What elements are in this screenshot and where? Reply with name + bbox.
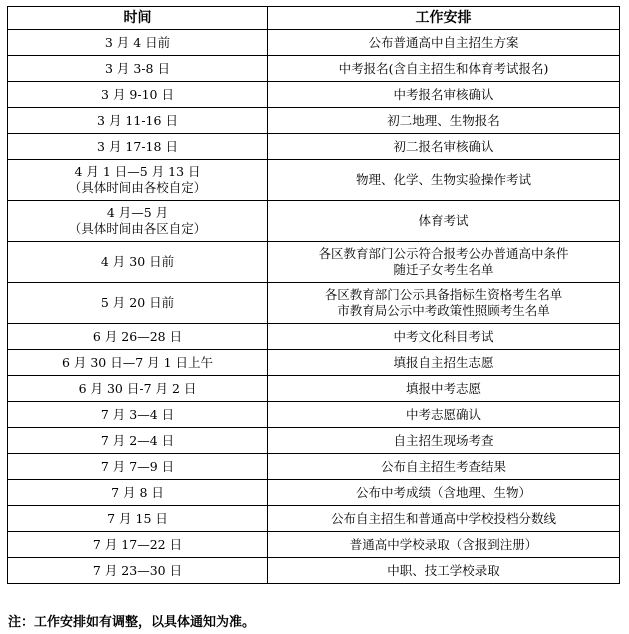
time-cell-text: （具体时间由各区自定） [68, 221, 207, 236]
time-cell-text: 3 月 3-8 日 [104, 60, 170, 76]
table-row [8, 454, 620, 480]
task-cell [268, 428, 620, 454]
table-body [8, 30, 620, 584]
time-cell [8, 160, 268, 201]
table-row [8, 402, 620, 428]
task-cell-text: 公布中考成绩（含地理、生物） [355, 484, 531, 500]
table-row [8, 160, 620, 201]
task-cell [268, 324, 620, 350]
table-row [8, 283, 620, 324]
task-cell [268, 242, 620, 283]
task-cell [268, 108, 620, 134]
table-row [8, 558, 620, 584]
time-cell [8, 30, 268, 56]
time-cell [8, 108, 268, 134]
time-cell [8, 506, 268, 532]
table-row [8, 108, 620, 134]
table-header-row [8, 7, 620, 30]
task-cell-text: 体育考试 [418, 213, 469, 228]
task-cell [268, 376, 620, 402]
task-cell [268, 454, 620, 480]
time-cell-text: 5 月 20 日前 [100, 295, 175, 310]
task-cell-text: 公布自主招生考查结果 [380, 458, 506, 474]
time-cell-text: 4 月 1 日—5 月 13 日 [74, 164, 201, 179]
time-cell [8, 283, 268, 324]
time-cell [8, 82, 268, 108]
time-cell [8, 402, 268, 428]
time-cell [8, 558, 268, 584]
time-cell-text: 3 月 11-16 日 [97, 112, 178, 128]
time-cell-text: 7 月 8 日 [111, 484, 164, 500]
time-cell [8, 242, 268, 283]
table-row [8, 201, 620, 242]
header-task: 工作安排 [268, 7, 620, 30]
task-cell [268, 134, 620, 160]
table-row [8, 134, 620, 160]
task-cell-text: 中考报名(含自主招生和体育考试报名) [338, 60, 549, 76]
time-cell-text: 3 月 9-10 日 [101, 86, 174, 102]
task-cell [268, 558, 620, 584]
time-cell-text: 4 月 30 日前 [100, 254, 175, 269]
task-cell-text: 随迁子女考生名单 [393, 262, 494, 277]
task-cell [268, 402, 620, 428]
table-row [8, 480, 620, 506]
time-cell [8, 350, 268, 376]
time-cell-text: 7 月 17—22 日 [92, 536, 183, 552]
time-cell-text: 7 月 15 日 [107, 510, 168, 526]
task-cell-text: 各区教育部门公示符合报考公办普通高中条件 [318, 246, 569, 261]
task-cell [268, 506, 620, 532]
time-cell-text: （具体时间由各校自定） [68, 180, 207, 195]
task-cell-text: 初二报名审核确认 [393, 138, 494, 154]
task-cell [268, 201, 620, 242]
time-cell-text: 6 月 26—28 日 [92, 328, 183, 344]
table-row [8, 30, 620, 56]
header-time: 时间 [8, 7, 268, 30]
table-row [8, 350, 620, 376]
task-cell-text: 公布自主招生和普通高中学校投档分数线 [330, 510, 556, 526]
table-row [8, 56, 620, 82]
time-cell [8, 454, 268, 480]
time-cell-text: 3 月 4 日前 [104, 34, 171, 50]
task-cell-text: 各区教育部门公示具备指标生资格考生名单 [324, 287, 563, 302]
task-cell-text: 中考文化科目考试 [393, 328, 494, 344]
task-cell-text: 物理、化学、生物实验操作考试 [355, 172, 531, 187]
time-cell-text: 7 月 7—9 日 [100, 458, 175, 474]
task-cell [268, 160, 620, 201]
time-cell [8, 480, 268, 506]
task-cell-text: 初二地理、生物报名 [387, 112, 500, 128]
time-cell [8, 134, 268, 160]
task-cell-text: 中考报名审核确认 [393, 86, 494, 102]
table-row [8, 242, 620, 283]
time-cell-text: 7 月 3—4 日 [100, 406, 175, 422]
task-cell-text: 填报自主招生志愿 [393, 354, 494, 370]
time-cell-text: 7 月 23—30 日 [92, 562, 183, 578]
time-cell [8, 201, 268, 242]
table-row [8, 376, 620, 402]
task-cell [268, 532, 620, 558]
time-cell [8, 376, 268, 402]
task-cell [268, 56, 620, 82]
task-cell-text: 公布普通高中自主招生方案 [368, 34, 519, 50]
time-cell [8, 324, 268, 350]
task-cell-text: 中考志愿确认 [405, 406, 481, 422]
time-cell [8, 56, 268, 82]
time-cell-text: 6 月 30 日-7 月 2 日 [78, 380, 197, 396]
task-cell-text: 中职、技工学校录取 [387, 562, 500, 578]
table-row [8, 324, 620, 350]
time-cell-text: 6 月 30 日—7 月 1 日上午 [61, 354, 214, 370]
time-cell [8, 428, 268, 454]
schedule-table [7, 6, 620, 584]
task-cell-text: 自主招生现场考查 [393, 432, 494, 448]
task-cell [268, 283, 620, 324]
time-cell [8, 532, 268, 558]
table-row [8, 506, 620, 532]
task-cell [268, 30, 620, 56]
time-cell-text: 7 月 2—4 日 [100, 432, 175, 448]
task-cell-text: 普通高中学校录取（含报到注册） [349, 536, 538, 552]
task-cell-text: 填报中考志愿 [405, 380, 481, 396]
task-cell [268, 350, 620, 376]
task-cell [268, 480, 620, 506]
time-cell-text: 4 月—5 月 [106, 205, 169, 220]
table-row [8, 82, 620, 108]
time-cell-text: 3 月 17-18 日 [97, 138, 178, 154]
table-row [8, 428, 620, 454]
table-row [8, 532, 620, 558]
footnote: 注：工作安排如有调整，以具体通知为准。 [8, 615, 256, 630]
task-cell [268, 82, 620, 108]
task-cell-text: 市教育局公示中考政策性照顾考生名单 [337, 303, 550, 318]
